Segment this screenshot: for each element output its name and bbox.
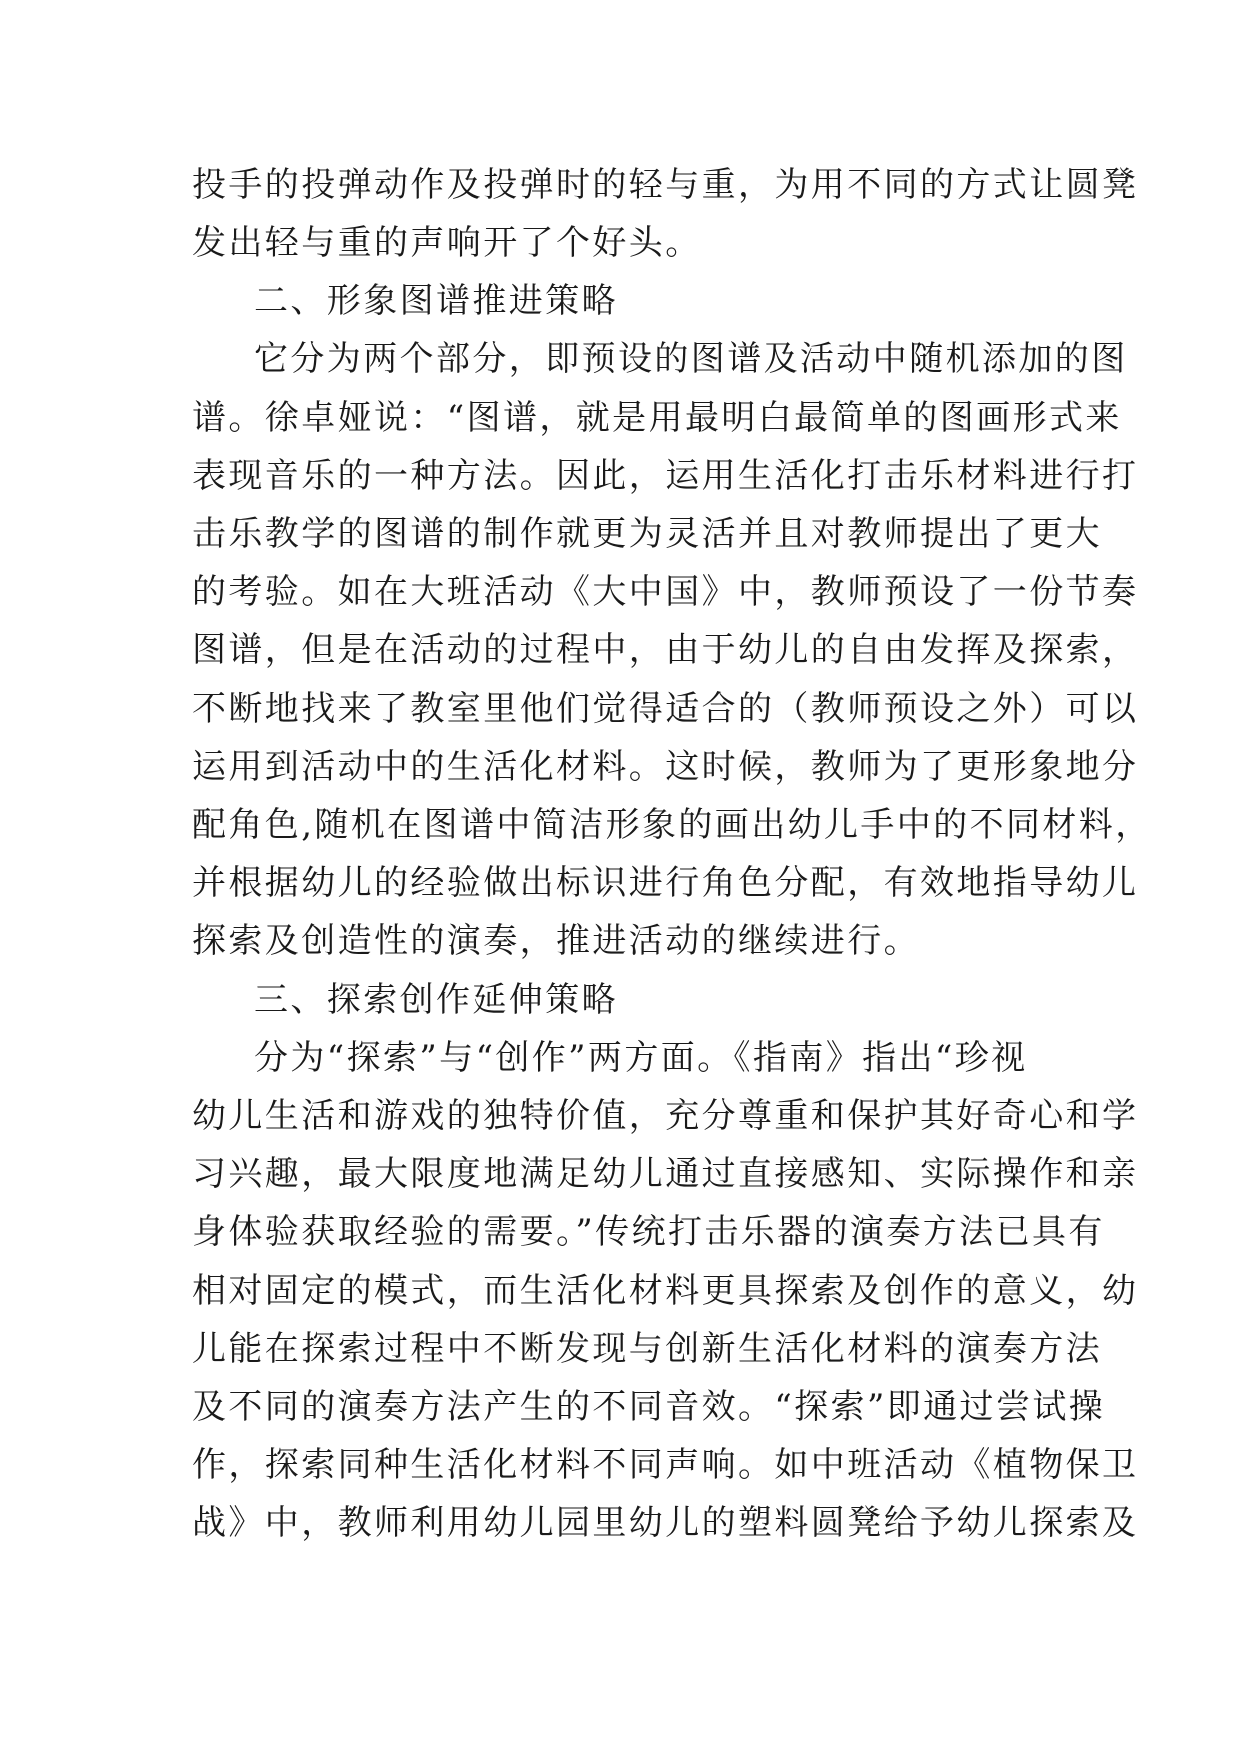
paragraph-line: 的考验。如在大班活动《大中国》中，教师预设了一份节奏	[192, 572, 1139, 612]
paragraph-line: 表现音乐的一种方法。因此，运用生活化打击乐材料进行打	[192, 456, 1139, 496]
paragraph-line: 及不同的演奏方法产生的不同音效。“探索”即通过尝试操	[192, 1387, 1106, 1427]
paragraph-line: 谱。徐卓娅说：“图谱，就是用最明白最简单的图画形式来	[192, 398, 1122, 438]
section-heading: 二、形象图谱推进策略	[254, 281, 618, 321]
paragraph-line: 投手的投弹动作及投弹时的轻与重，为用不同的方式让圆凳	[192, 165, 1139, 205]
paragraph-line: 配角色,随机在图谱中简洁形象的画出幼儿手中的不同材料，	[192, 805, 1152, 845]
section-heading: 三、探索创作延伸策略	[254, 980, 618, 1020]
paragraph-line: 击乐教学的图谱的制作就更为灵活并且对教师提出了更大	[192, 514, 1102, 554]
paragraph-line: 习兴趣，最大限度地满足幼儿通过直接感知、实际操作和亲	[192, 1154, 1139, 1194]
paragraph-line: 儿能在探索过程中不断发现与创新生活化材料的演奏方法	[192, 1329, 1102, 1369]
paragraph-line: 图谱，但是在活动的过程中，由于幼儿的自由发挥及探索，	[192, 630, 1139, 670]
paragraph-line: 幼儿生活和游戏的独特价值，充分尊重和保护其好奇心和学	[192, 1096, 1139, 1136]
paragraph-line: 运用到活动中的生活化材料。这时候，教师为了更形象地分	[192, 747, 1139, 787]
paragraph-line: 分为“探索”与“创作”两方面。《指南》指出“珍视	[254, 1038, 1028, 1078]
paragraph-line: 发出轻与重的声响开了个好头。	[192, 223, 702, 263]
paragraph-line: 探索及创造性的演奏，推进活动的继续进行。	[192, 921, 920, 961]
paragraph-line: 并根据幼儿的经验做出标识进行角色分配，有效地指导幼儿	[192, 863, 1139, 903]
paragraph-line: 它分为两个部分，即预设的图谱及活动中随机添加的图	[254, 339, 1128, 379]
paragraph-line: 身体验获取经验的需要。”传统打击乐器的演奏方法已具有	[192, 1212, 1105, 1252]
paragraph-line: 作，探索同种生活化材料不同声响。如中班活动《植物保卫	[192, 1445, 1139, 1485]
paragraph-line: 相对固定的模式，而生活化材料更具探索及创作的意义，幼	[192, 1271, 1139, 1311]
paragraph-line: 不断地找来了教室里他们觉得适合的（教师预设之外）可以	[192, 689, 1139, 729]
paragraph-line: 战》中，教师利用幼儿园里幼儿的塑料圆凳给予幼儿探索及	[192, 1503, 1139, 1543]
